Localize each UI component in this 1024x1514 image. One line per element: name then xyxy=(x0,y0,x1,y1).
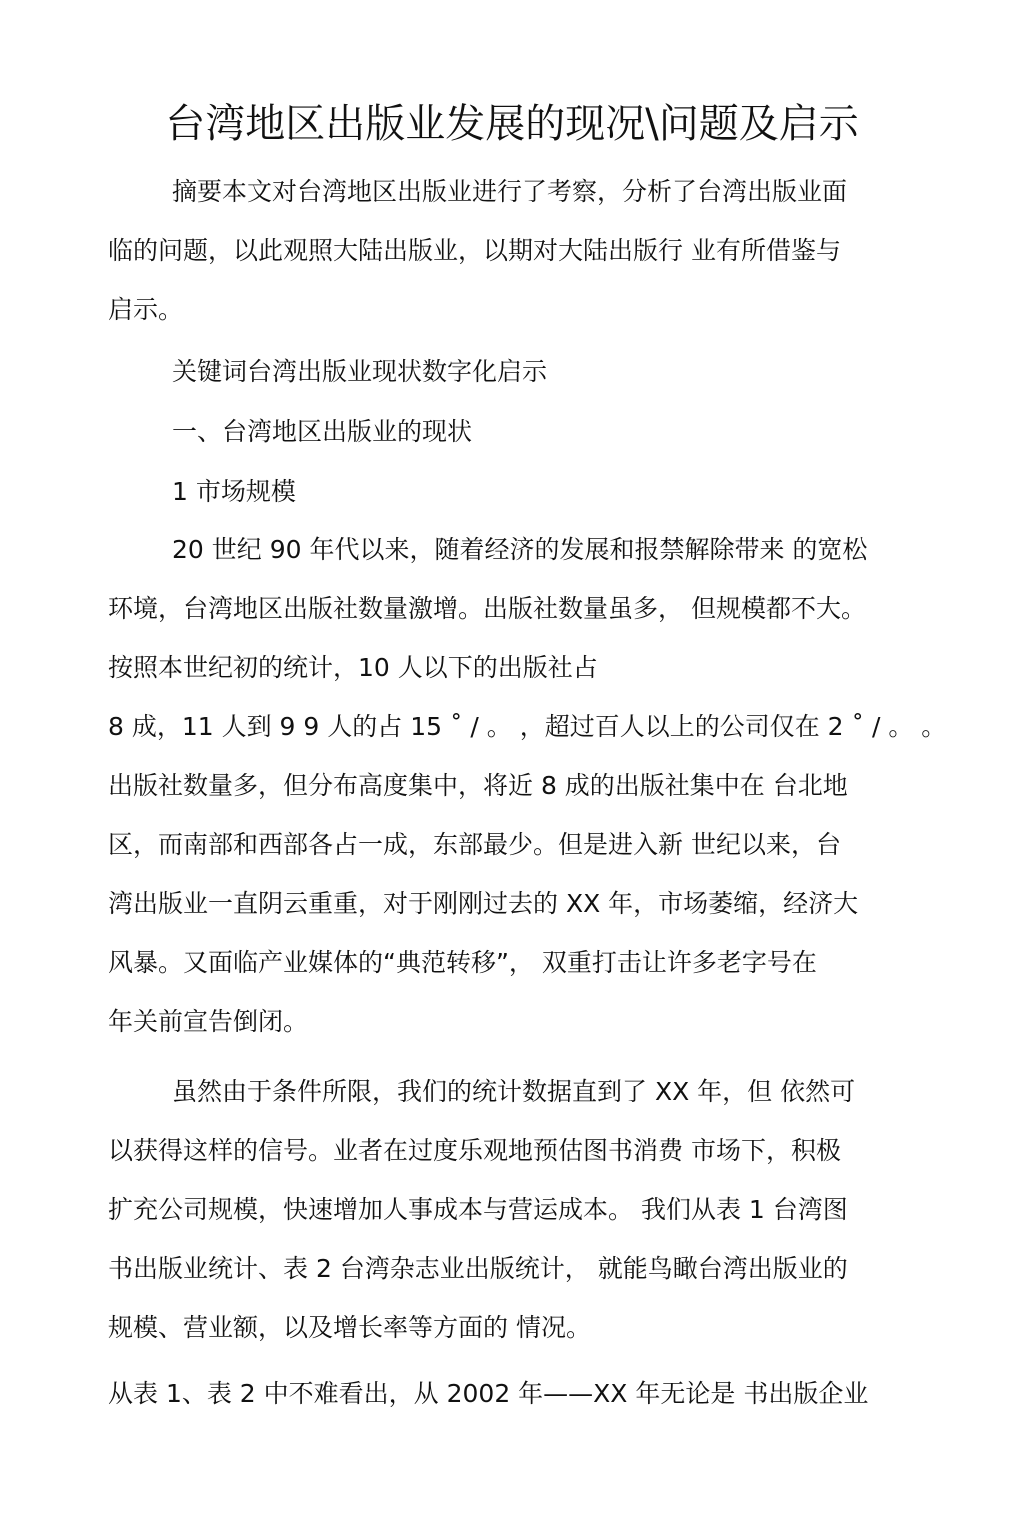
section-heading xyxy=(108,402,928,461)
abstract-line: 摘要本文对台湾地区出版业进行了考察，分析了台湾出版业面 xyxy=(172,177,848,206)
body-line: 虽然由于条件所限，我们的统计数据直到了 XX 年，但 依然可 xyxy=(172,1077,856,1106)
keywords-paragraph xyxy=(108,342,928,401)
body-line: 书出版业统计、表 2 台湾杂志业出版统计， 就能鸟瞰台湾出版业的 xyxy=(108,1254,848,1283)
abstract-paragraph xyxy=(108,162,928,339)
body-line: 扩充公司规模，快速增加人事成本与营运成本。 我们从表 1 台湾图 xyxy=(108,1195,848,1224)
abstract-line: 临的问题，以此观照大陆出版业，以期对大陆出版行 业有所借鉴与 xyxy=(108,236,841,265)
body-line: 年关前宣告倒闭。 xyxy=(108,1007,309,1036)
subsection-heading-text: 1 市场规模 xyxy=(172,477,296,506)
section-heading-text: 一、台湾地区出版业的现状 xyxy=(172,417,473,446)
document-title: 台湾地区出版业发展的现况\问题及启示 xyxy=(165,101,859,147)
body-paragraph-tables xyxy=(108,1364,928,1423)
body-paragraph-statistics xyxy=(108,1062,928,1357)
abstract-line: 启示。 xyxy=(108,295,184,324)
body-line: 环境，台湾地区出版社数量激增。出版社数量虽多， 但规模都不大。 xyxy=(108,594,866,623)
body-line: 风暴。又面临产业媒体的“典范转移”， 双重打击让许多老字号在 xyxy=(108,948,817,977)
body-line: 从表 1、表 2 中不难看出，从 2002 年——XX 年无论是 书出版企业 xyxy=(108,1379,869,1408)
keywords-line: 关键词台湾出版业现状数字化启示 xyxy=(172,357,548,386)
body-paragraph-market-scale xyxy=(108,520,947,1051)
body-line: 规模、营业额，以及增长率等方面的 情况。 xyxy=(108,1313,591,1342)
body-line: 区，而南部和西部各占一成，东部最少。但是进入新 世纪以来，台 xyxy=(108,830,841,859)
body-line: 20 世纪 90 年代以来，随着经济的发展和报禁解除带来 的宽松 xyxy=(172,535,868,564)
body-line: 出版社数量多，但分布高度集中，将近 8 成的出版社集中在 台北地 xyxy=(108,771,848,800)
body-line: 湾出版业一直阴云重重，对于刚刚过去的 XX 年，市场萎缩，经济大 xyxy=(108,889,859,918)
body-line: 8 成，11 人到 9 9 人的占 15 ˚ / 。 ，超过百人以上的公司仅在 2 ˚ / 。 。 xyxy=(108,712,947,741)
body-line: 按照本世纪初的统计，10 人以下的出版社占 xyxy=(108,653,598,682)
body-line: 以获得这样的信号。业者在过度乐观地预估图书消费 市场下，积极 xyxy=(108,1136,841,1165)
subsection-heading xyxy=(108,462,928,521)
